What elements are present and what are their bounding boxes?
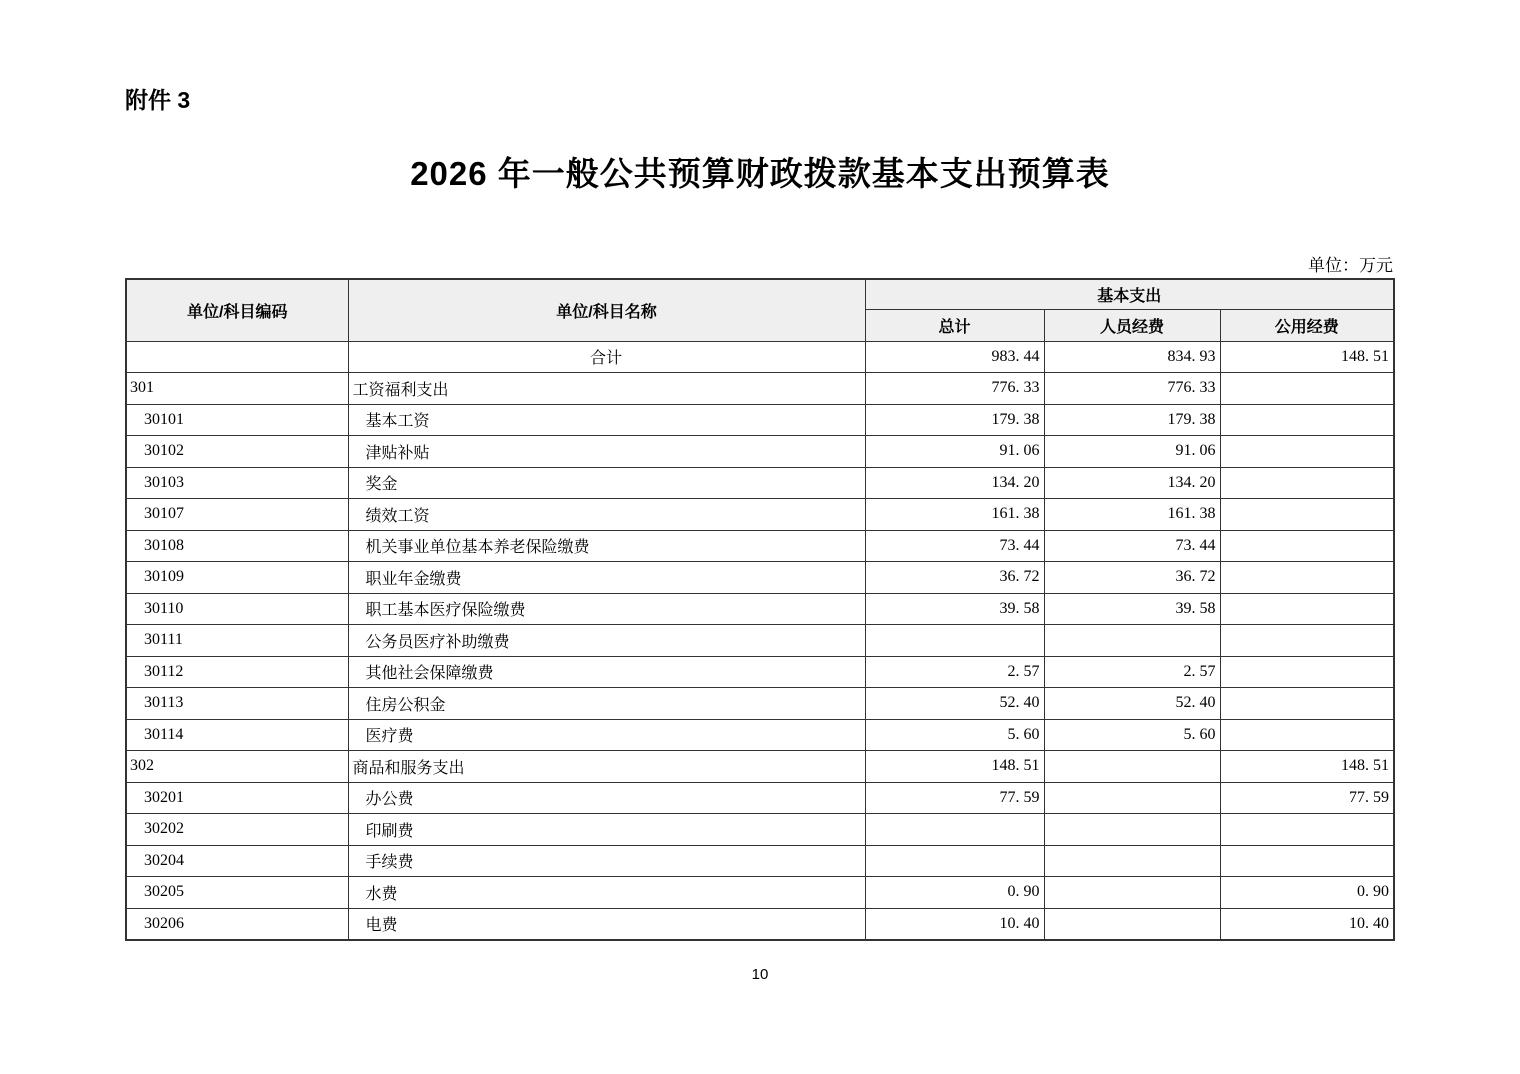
personnel-cell: 52. 40 xyxy=(1044,688,1220,720)
name-cell: 医疗费 xyxy=(348,719,865,751)
public-cell: 148. 51 xyxy=(1220,341,1394,373)
personnel-cell: 36. 72 xyxy=(1044,562,1220,594)
name-cell: 公务员医疗补助缴费 xyxy=(348,625,865,657)
public-cell xyxy=(1220,436,1394,468)
table-row xyxy=(126,499,1394,531)
public-cell: 148. 51 xyxy=(1220,751,1394,783)
personnel-cell: 2. 57 xyxy=(1044,656,1220,688)
public-cell xyxy=(1220,688,1394,720)
personnel-cell xyxy=(1044,751,1220,783)
personnel-cell: 179. 38 xyxy=(1044,404,1220,436)
code-cell: 30101 xyxy=(126,404,348,436)
code-cell: 30111 xyxy=(126,625,348,657)
code-cell: 30108 xyxy=(126,530,348,562)
name-cell: 绩效工资 xyxy=(348,499,865,531)
page-number: 10 xyxy=(751,966,769,983)
attachment-label: 附件 3 xyxy=(125,87,191,113)
header-public-column: 公用经费 xyxy=(1220,309,1394,341)
personnel-cell xyxy=(1044,814,1220,846)
name-cell: 机关事业单位基本养老保险缴费 xyxy=(348,530,865,562)
name-cell: 手续费 xyxy=(348,845,865,877)
total-cell: 77. 59 xyxy=(865,782,1044,814)
budget-table xyxy=(125,278,1395,941)
header-code-column: 单位/科目编码 xyxy=(126,279,348,341)
total-cell xyxy=(865,845,1044,877)
header-name-column: 单位/科目名称 xyxy=(348,279,865,341)
personnel-cell: 776. 33 xyxy=(1044,373,1220,405)
public-cell xyxy=(1220,404,1394,436)
table-header xyxy=(126,279,1394,341)
header-total-column: 总计 xyxy=(865,309,1044,341)
name-cell: 合计 xyxy=(348,341,865,373)
public-cell: 77. 59 xyxy=(1220,782,1394,814)
code-cell: 30110 xyxy=(126,593,348,625)
personnel-cell: 91. 06 xyxy=(1044,436,1220,468)
table-row xyxy=(126,845,1394,877)
total-cell: 10. 40 xyxy=(865,908,1044,940)
personnel-cell: 73. 44 xyxy=(1044,530,1220,562)
table-row xyxy=(126,688,1394,720)
code-cell: 301 xyxy=(126,373,348,405)
name-cell: 职工基本医疗保险缴费 xyxy=(348,593,865,625)
total-cell: 73. 44 xyxy=(865,530,1044,562)
name-cell: 工资福利支出 xyxy=(348,373,865,405)
table-row xyxy=(126,467,1394,499)
code-cell: 302 xyxy=(126,751,348,783)
name-cell: 其他社会保障缴费 xyxy=(348,656,865,688)
total-cell xyxy=(865,814,1044,846)
personnel-cell xyxy=(1044,908,1220,940)
code-cell: 30107 xyxy=(126,499,348,531)
table-row xyxy=(126,814,1394,846)
name-cell: 基本工资 xyxy=(348,404,865,436)
name-cell: 津贴补贴 xyxy=(348,436,865,468)
table-row xyxy=(126,782,1394,814)
name-cell: 职业年金缴费 xyxy=(348,562,865,594)
public-cell xyxy=(1220,530,1394,562)
personnel-cell xyxy=(1044,877,1220,909)
total-cell: 161. 38 xyxy=(865,499,1044,531)
unit-note: 单位：万元 xyxy=(1308,256,1393,275)
public-cell xyxy=(1220,373,1394,405)
name-cell: 住房公积金 xyxy=(348,688,865,720)
code-cell: 30202 xyxy=(126,814,348,846)
code-cell: 30206 xyxy=(126,908,348,940)
public-cell xyxy=(1220,467,1394,499)
total-cell: 134. 20 xyxy=(865,467,1044,499)
name-cell: 办公费 xyxy=(348,782,865,814)
name-cell: 电费 xyxy=(348,908,865,940)
personnel-cell xyxy=(1044,625,1220,657)
total-cell: 52. 40 xyxy=(865,688,1044,720)
public-cell xyxy=(1220,656,1394,688)
total-cell: 179. 38 xyxy=(865,404,1044,436)
name-cell: 水费 xyxy=(348,877,865,909)
code-cell: 30103 xyxy=(126,467,348,499)
code-cell: 30102 xyxy=(126,436,348,468)
public-cell: 0. 90 xyxy=(1220,877,1394,909)
table-row xyxy=(126,404,1394,436)
public-cell xyxy=(1220,845,1394,877)
code-cell xyxy=(126,341,348,373)
total-cell: 2. 57 xyxy=(865,656,1044,688)
table-row xyxy=(126,751,1394,783)
personnel-cell xyxy=(1044,845,1220,877)
total-cell: 39. 58 xyxy=(865,593,1044,625)
total-cell: 5. 60 xyxy=(865,719,1044,751)
total-cell: 148. 51 xyxy=(865,751,1044,783)
table-row xyxy=(126,719,1394,751)
code-cell: 30109 xyxy=(126,562,348,594)
table-row xyxy=(126,436,1394,468)
table-row xyxy=(126,908,1394,940)
public-cell: 10. 40 xyxy=(1220,908,1394,940)
personnel-cell: 161. 38 xyxy=(1044,499,1220,531)
public-cell xyxy=(1220,814,1394,846)
personnel-cell: 5. 60 xyxy=(1044,719,1220,751)
table-row xyxy=(126,562,1394,594)
code-cell: 30204 xyxy=(126,845,348,877)
public-cell xyxy=(1220,562,1394,594)
total-cell: 91. 06 xyxy=(865,436,1044,468)
table-row xyxy=(126,341,1394,373)
public-cell xyxy=(1220,719,1394,751)
code-cell: 30205 xyxy=(126,877,348,909)
code-cell: 30113 xyxy=(126,688,348,720)
personnel-cell: 39. 58 xyxy=(1044,593,1220,625)
name-cell: 奖金 xyxy=(348,467,865,499)
personnel-cell: 134. 20 xyxy=(1044,467,1220,499)
table-row xyxy=(126,373,1394,405)
table-row xyxy=(126,877,1394,909)
table-row xyxy=(126,625,1394,657)
table-row xyxy=(126,656,1394,688)
public-cell xyxy=(1220,499,1394,531)
table-row xyxy=(126,530,1394,562)
header-basic-expenditure-group: 基本支出 xyxy=(865,279,1394,309)
code-cell: 30201 xyxy=(126,782,348,814)
public-cell xyxy=(1220,625,1394,657)
header-row-1 xyxy=(126,279,1394,309)
name-cell: 印刷费 xyxy=(348,814,865,846)
public-cell xyxy=(1220,593,1394,625)
name-cell: 商品和服务支出 xyxy=(348,751,865,783)
total-cell: 36. 72 xyxy=(865,562,1044,594)
personnel-cell: 834. 93 xyxy=(1044,341,1220,373)
header-personnel-column: 人员经费 xyxy=(1044,309,1220,341)
page-title: 2026 年一般公共预算财政拨款基本支出预算表 xyxy=(410,155,1110,192)
total-cell: 0. 90 xyxy=(865,877,1044,909)
personnel-cell xyxy=(1044,782,1220,814)
code-cell: 30112 xyxy=(126,656,348,688)
code-cell: 30114 xyxy=(126,719,348,751)
table-row xyxy=(126,593,1394,625)
total-cell: 776. 33 xyxy=(865,373,1044,405)
total-cell: 983. 44 xyxy=(865,341,1044,373)
table-body xyxy=(126,341,1394,940)
total-cell xyxy=(865,625,1044,657)
